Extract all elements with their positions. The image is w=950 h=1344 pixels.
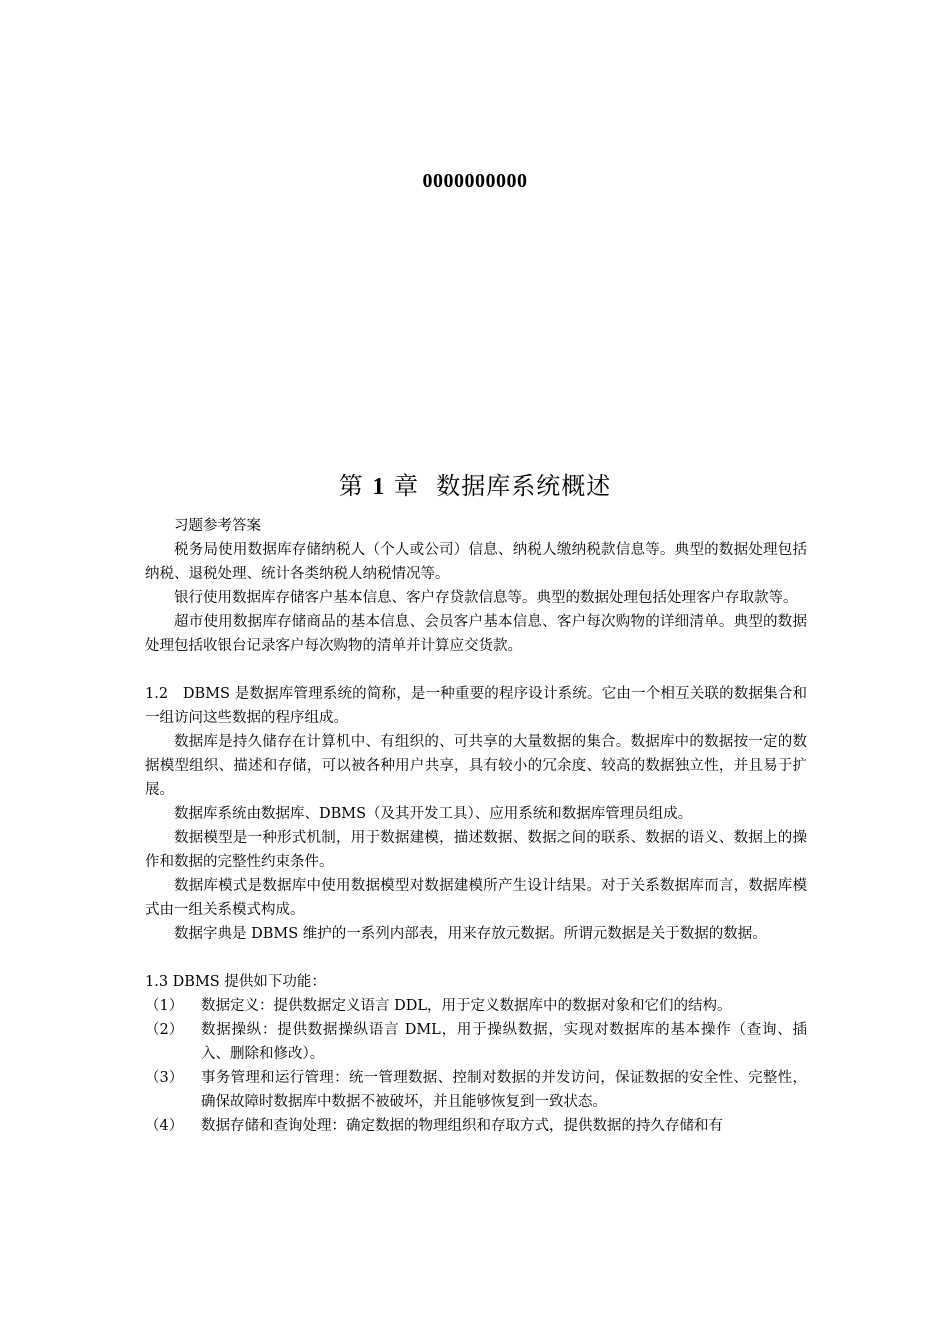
list-item-text: 数据存储和查询处理：确定数据的物理组织和存取方式，提供数据的持久存储和有 (201, 1118, 723, 1134)
paragraph: 数据库是持久储存在计算机中、有组织的、可共享的大量数据的集合。数据库中的数据按一定的数据模型组织、描述和存储，可以被各种用户共享，具有较小的冗余度、较高的数据独立性，并且易于扩展。 (145, 734, 807, 798)
chapter-prefix: 第 (338, 472, 364, 500)
paragraph: 银行使用数据库存储客户基本信息、客户存贷款信息等。典型的数据处理包括处理客户存取款等。 (174, 590, 798, 606)
paragraph: 数据库模式是数据库中使用数据模型对数据建模所产生设计结果。对于关系数据库而言，数据库模式由一组关系模式构成。 (145, 878, 807, 918)
paragraph: 数据字典是 DBMS 维护的一系列内部表，用来存放元数据。所谓元数据是关于数据的数据。 (174, 926, 767, 942)
section3-heading: 1.3 DBMS 提供如下功能： (145, 974, 326, 990)
section2-first-paragraph: 1.2 DBMS 是数据库管理系统的简称，是一种重要的程序设计系统。它由一个相互关联的数据集合和一组访问这些数据的程序组成。 (145, 686, 807, 726)
list-item (145, 994, 807, 1018)
paragraph: 税务局使用数据库存储纳税人（个人或公司）信息、纳税人缴纳税款信息等。典型的数据处理包括纳税、退税处理、统计各类纳税人纳税情况等。 (145, 542, 807, 582)
list-item-text: 数据定义：提供数据定义语言 DDL，用于定义数据库中的数据对象和它们的结构。 (201, 998, 732, 1014)
list-item-text: 事务管理和运行管理：统一管理数据、控制对数据的并发访问，保证数据的安全性、完整性，确保故障时数据库中数据不被破坏，并且能够恢复到一致状态。 (201, 1070, 807, 1110)
list-marker: （1） (145, 998, 184, 1014)
list-marker: （4） (145, 1118, 184, 1134)
paragraph: 数据库系统由数据库、DBMS（及其开发工具）、应用系统和数据库管理员组成。 (174, 806, 693, 822)
section1-heading: 习题参考答案 (174, 518, 261, 534)
spacer (145, 946, 807, 970)
chapter-number: 1 (372, 474, 386, 500)
chapter-name: 数据库系统概述 (436, 472, 612, 500)
paragraph: 超市使用数据库存储商品的基本信息、会员客户基本信息、客户每次购物的详细清单。典型的数据处理包括收银台记录客户每次购物的清单并计算应交货款。 (145, 614, 807, 654)
list-item (145, 1066, 807, 1114)
list-item (145, 1114, 807, 1138)
paragraph: 数据模型是一种形式机制，用于数据建模，描述数据、数据之间的联系、数据的语义、数据上的操作和数据的完整性约束条件。 (145, 830, 807, 870)
list-item (145, 1018, 807, 1066)
chapter-suffix: 章 (394, 472, 419, 500)
list-marker: （3） (145, 1070, 184, 1086)
document-body (145, 514, 807, 1138)
spacer (145, 658, 807, 682)
header-code: 0000000000 (422, 170, 528, 192)
chapter-title (0, 466, 950, 501)
list-marker: （2） (145, 1022, 184, 1038)
list-item-text: 数据操纵：提供数据操纵语言 DML，用于操纵数据，实现对数据库的基本操作（查询、插入、删除和修改）。 (201, 1022, 807, 1062)
